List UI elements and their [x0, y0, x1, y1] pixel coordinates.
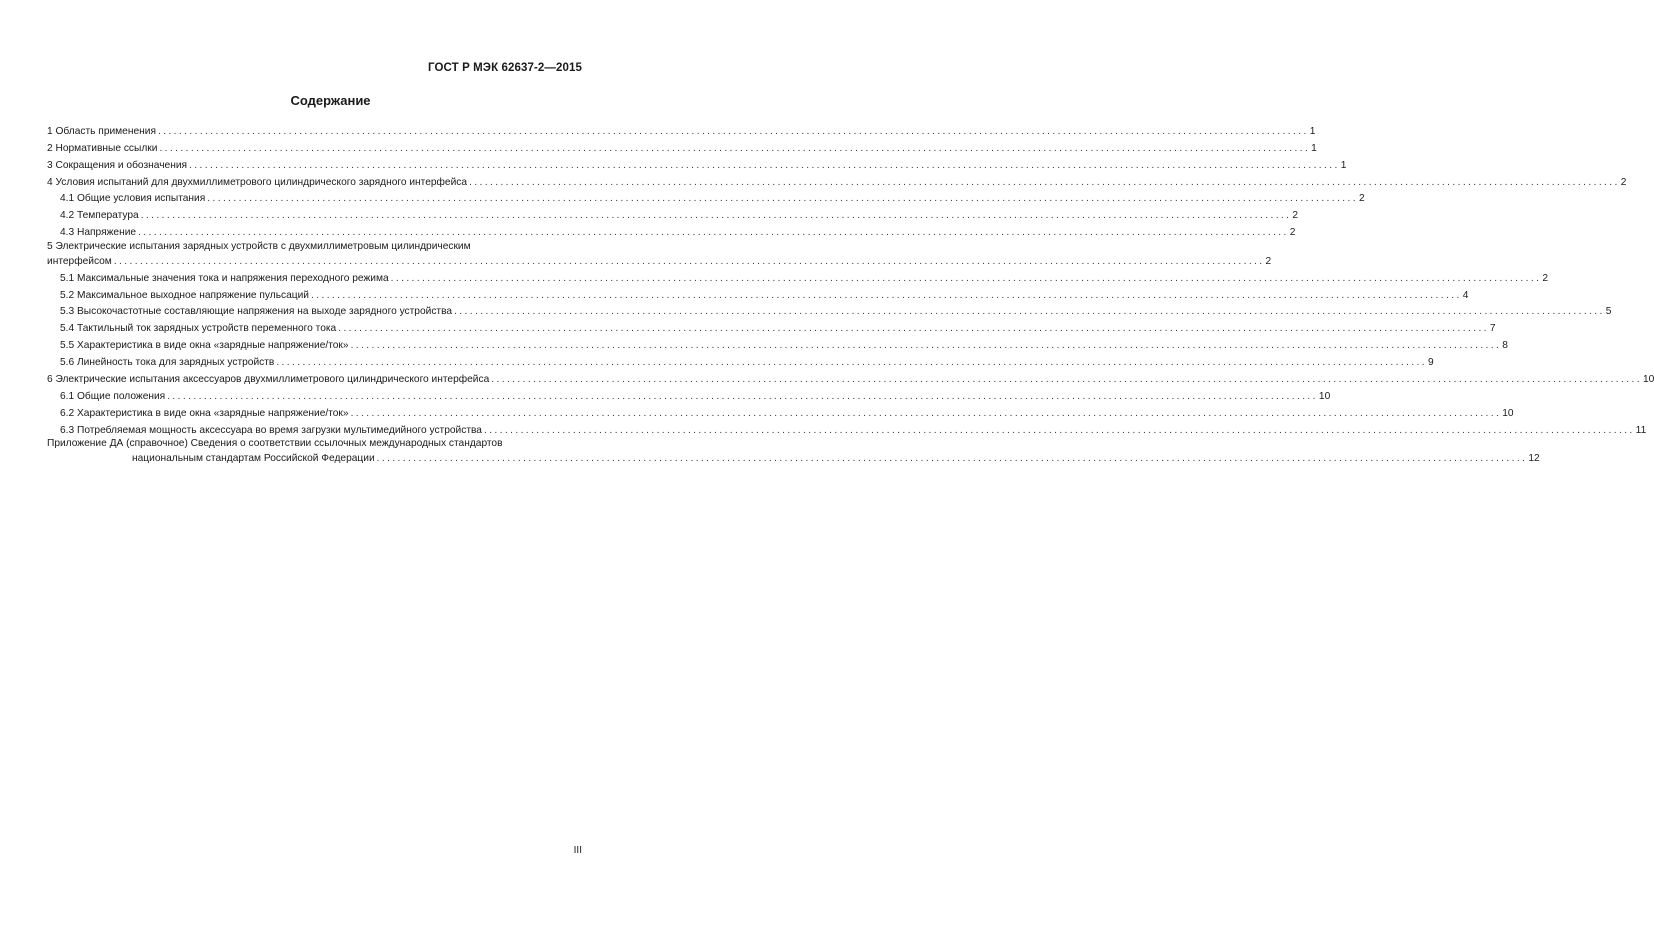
toc-entry-page: 2	[1265, 255, 1272, 267]
leader-dots: ............................................................................................................................................................................................................................	[338, 323, 1489, 335]
toc-entry-text: 5.2 Максимальное выходное напряжение пульсаций	[60, 289, 309, 301]
toc-entry-text: 4.3 Напряжение	[60, 227, 137, 239]
toc-entry-appendix	[47, 437, 1540, 466]
toc-entry-text: 3 Сокращения и обозначения	[47, 159, 188, 171]
leader-dots: ............................................................................................................................................................................................................................	[189, 159, 1340, 171]
toc-entry-text: 5.4 Тактильный ток зарядных устройств переменного тока	[60, 323, 337, 335]
toc-entry-page: 4	[1462, 289, 1469, 301]
toc-entry-page: 1	[1311, 142, 1317, 154]
leader-dots: ............................................................................................................................................................................................................................	[483, 424, 1635, 436]
toc-entry-text: 4.2 Температура	[60, 210, 139, 222]
toc-entry	[47, 205, 1299, 222]
toc-entry	[47, 222, 1296, 239]
leader-dots: ............................................................................................................................................................................................................................	[350, 340, 1502, 352]
toc-entry-text: 6.2 Характеристика в виде окна «зарядные напряжение/ток»	[60, 407, 349, 419]
leader-dots: ............................................................................................................................................................................................................................	[469, 176, 1620, 188]
toc-entry-page: 2	[1542, 272, 1548, 284]
leader-dots: ............................................................................................................................................................................................................................	[350, 407, 1502, 419]
toc-entry-6	[47, 369, 1654, 386]
leader-dots: ............................................................................................................................................................................................................................	[276, 357, 1428, 369]
leader-dots: ............................................................................................................................................................................................................................	[159, 142, 1311, 154]
leader-dots: ............................................................................................................................................................................................................................	[491, 373, 1642, 385]
toc-entry-text: Приложение ДА (справочное) Сведения о соответствии ссылочных международных стандартов	[47, 438, 503, 450]
leader-dots: ............................................................................................................................................................................................................................	[311, 289, 1462, 301]
page-title: Содержание	[290, 93, 371, 108]
toc-entry	[47, 420, 1647, 437]
toc-entry-page: 2	[1620, 176, 1627, 188]
toc-entry	[47, 386, 1331, 403]
leader-dots: ............................................................................................................................................................................................................................	[390, 272, 1542, 284]
leader-dots: ............................................................................................................................................................................................................................	[113, 255, 1265, 267]
toc-entry	[47, 121, 1316, 138]
page-number: III	[573, 845, 582, 856]
toc-entry	[47, 352, 1434, 369]
toc-entry	[47, 335, 1508, 352]
toc-entry-page: 12	[1528, 453, 1540, 465]
leader-dots: ............................................................................................................................................................................................................................	[167, 390, 1318, 402]
toc-entry-text: 4.1 Общие условия испытания	[60, 193, 206, 205]
toc-entry-text: интерфейсом	[47, 255, 112, 267]
toc-entry-page: 1	[1340, 159, 1347, 171]
toc-entry-page: 7	[1489, 323, 1496, 335]
toc-entry-text: 4 Условия испытаний для двухмиллиметрового цилиндрического зарядного интерфейса	[47, 176, 468, 188]
leader-dots: ............................................................................................................................................................................................................................	[138, 227, 1289, 239]
toc-entry-page: 1	[1309, 125, 1316, 137]
toc-entry-page: 8	[1502, 340, 1508, 352]
toc-entry-text: 6.3 Потребляемая мощность аксессуара во время загрузки мультимедийного устройства	[60, 424, 482, 436]
toc-entry-page: 5	[1605, 306, 1612, 318]
toc-entry	[47, 268, 1548, 285]
toc-entry-text: 5.3 Высокочастотные составляющие напряжения на выходе зарядного устройства	[60, 306, 453, 318]
toc-entry-5	[47, 239, 1272, 268]
document-header: ГОСТ Р МЭК 62637-2—2015	[428, 62, 582, 74]
leader-dots: ............................................................................................................................................................................................................................	[376, 453, 1528, 465]
toc-entry	[47, 138, 1317, 155]
toc-entry	[47, 318, 1496, 335]
toc-entry	[47, 189, 1365, 206]
toc-entry-text: 6.1 Общие положения	[60, 390, 166, 402]
toc-entry	[47, 403, 1514, 420]
toc-entry-page: 2	[1358, 193, 1365, 205]
leader-dots: ............................................................................................................................................................................................................................	[140, 210, 1292, 222]
toc-entry-page: 11	[1635, 424, 1647, 436]
toc-entry-page: 10	[1318, 390, 1331, 402]
toc-entry-text: 2 Нормативные ссылки	[47, 142, 158, 154]
toc-entry	[47, 285, 1469, 302]
leader-dots: ............................................................................................................................................................................................................................	[157, 125, 1309, 137]
toc-entry	[47, 172, 1627, 189]
leader-dots: ............................................................................................................................................................................................................................	[454, 306, 1605, 318]
toc-entry-page: 2	[1292, 210, 1299, 222]
toc-entry	[47, 302, 1612, 319]
toc-entry-text: 5.6 Линейность тока для зарядных устройств	[60, 357, 275, 369]
toc-entry-text: национальным стандартам Российской Федерации	[132, 453, 375, 465]
toc-entry-text: 5 Электрические испытания зарядных устройств с двухмиллиметровым цилиндрическим	[47, 240, 471, 252]
toc-entry-page: 9	[1428, 357, 1434, 369]
toc-entry-text: 6 Электрические испытания аксессуаров двухмиллиметрового цилиндрического интерфейса	[47, 373, 490, 385]
toc-entry	[47, 155, 1347, 172]
toc-entry-page: 10	[1502, 407, 1514, 419]
toc-entry-page: 2	[1289, 227, 1296, 239]
toc-entry-text: 1 Область применения	[47, 125, 156, 137]
toc-entry-page: 10	[1642, 373, 1654, 385]
toc-entry-text: 5.5 Характеристика в виде окна «зарядные напряжение/ток»	[60, 340, 349, 352]
table-of-contents	[47, 121, 1654, 465]
toc-entry-text: 5.1 Максимальные значения тока и напряжения переходного режима	[60, 272, 389, 284]
leader-dots: ............................................................................................................................................................................................................................	[207, 193, 1358, 205]
